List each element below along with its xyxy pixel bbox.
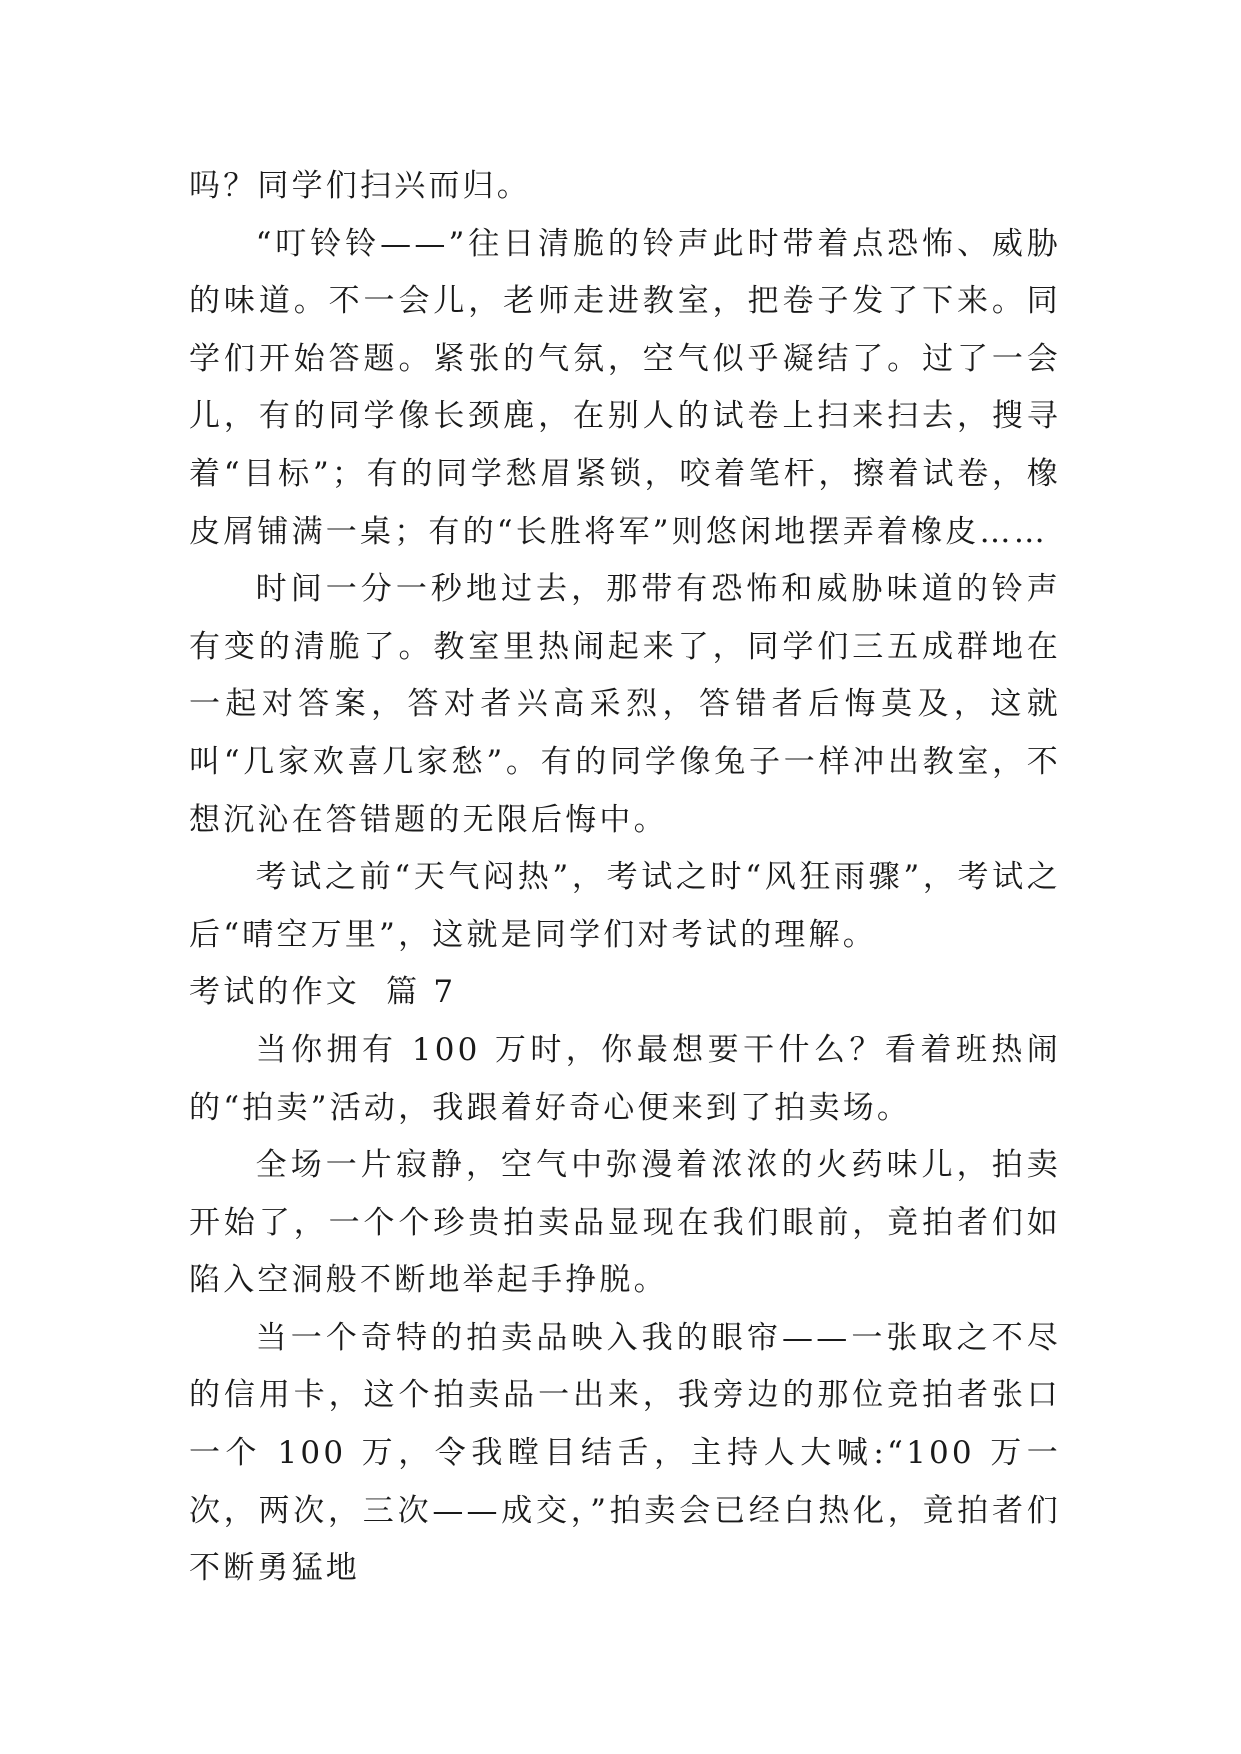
paragraph-credit-card: 当一个奇特的拍卖品映入我的眼帘——一张取之不尽的信用卡，这个拍卖品一出来，我旁边的那位竞拍者张口一个 100 万，令我瞠目结舌，主持人大喊:“100 万一次，两次，三次——成交，”拍卖会已经白热化，竟拍者们不断勇猛地 bbox=[189, 1319, 1061, 1587]
section-heading: 考试的作文 篇 7 bbox=[189, 974, 457, 1011]
document-body bbox=[189, 158, 1061, 1598]
paragraph-million: 当你拥有 100 万时，你最想要干什么？看着班热闹的“拍卖”活动，我跟着好奇心便来到了拍卖场。 bbox=[189, 1031, 1061, 1126]
paragraph-continuation: 吗？同学们扫兴而归。 bbox=[189, 168, 531, 204]
paragraph-exam-bell: “叮铃铃——”往日清脆的铃声此时带着点恐怖、威胁的味道。不一会儿，老师走进教室，把卷子发了下来。同学们开始答题。紧张的气氛，空气似乎凝结了。过了一会儿，有的同学像长颈鹿，在别人的试卷上扫来扫去，搜寻着“目标”；有的同学愁眉紧锁，咬着笔杆，擦着试卷，橡皮屑铺满一桌；有的“长胜将军”则悠闲地摆弄着橡皮…… bbox=[189, 225, 1061, 550]
paragraph-exam-weather: 考试之前“天气闷热”，考试之时“风狂雨骤”，考试之后“晴空万里”，这就是同学们对考试的理解。 bbox=[189, 859, 1061, 953]
paragraph-auction-start: 全场一片寂静，空气中弥漫着浓浓的火药味儿，拍卖开始了，一个个珍贵拍卖品显现在我们眼前，竟拍者们如陷入空洞般不断地举起手挣脱。 bbox=[189, 1147, 1061, 1299]
paragraph-after-exam: 时间一分一秒地过去，那带有恐怖和威胁味道的铃声有变的清脆了。教室里热闹起来了，同学们三五成群地在一起对答案，答对者兴高采烈，答错者后悔莫及，这就叫“几家欢喜几家愁”。有的同学像兔子一样冲出教室，不想沉沁在答错题的无限后悔中。 bbox=[189, 571, 1061, 838]
